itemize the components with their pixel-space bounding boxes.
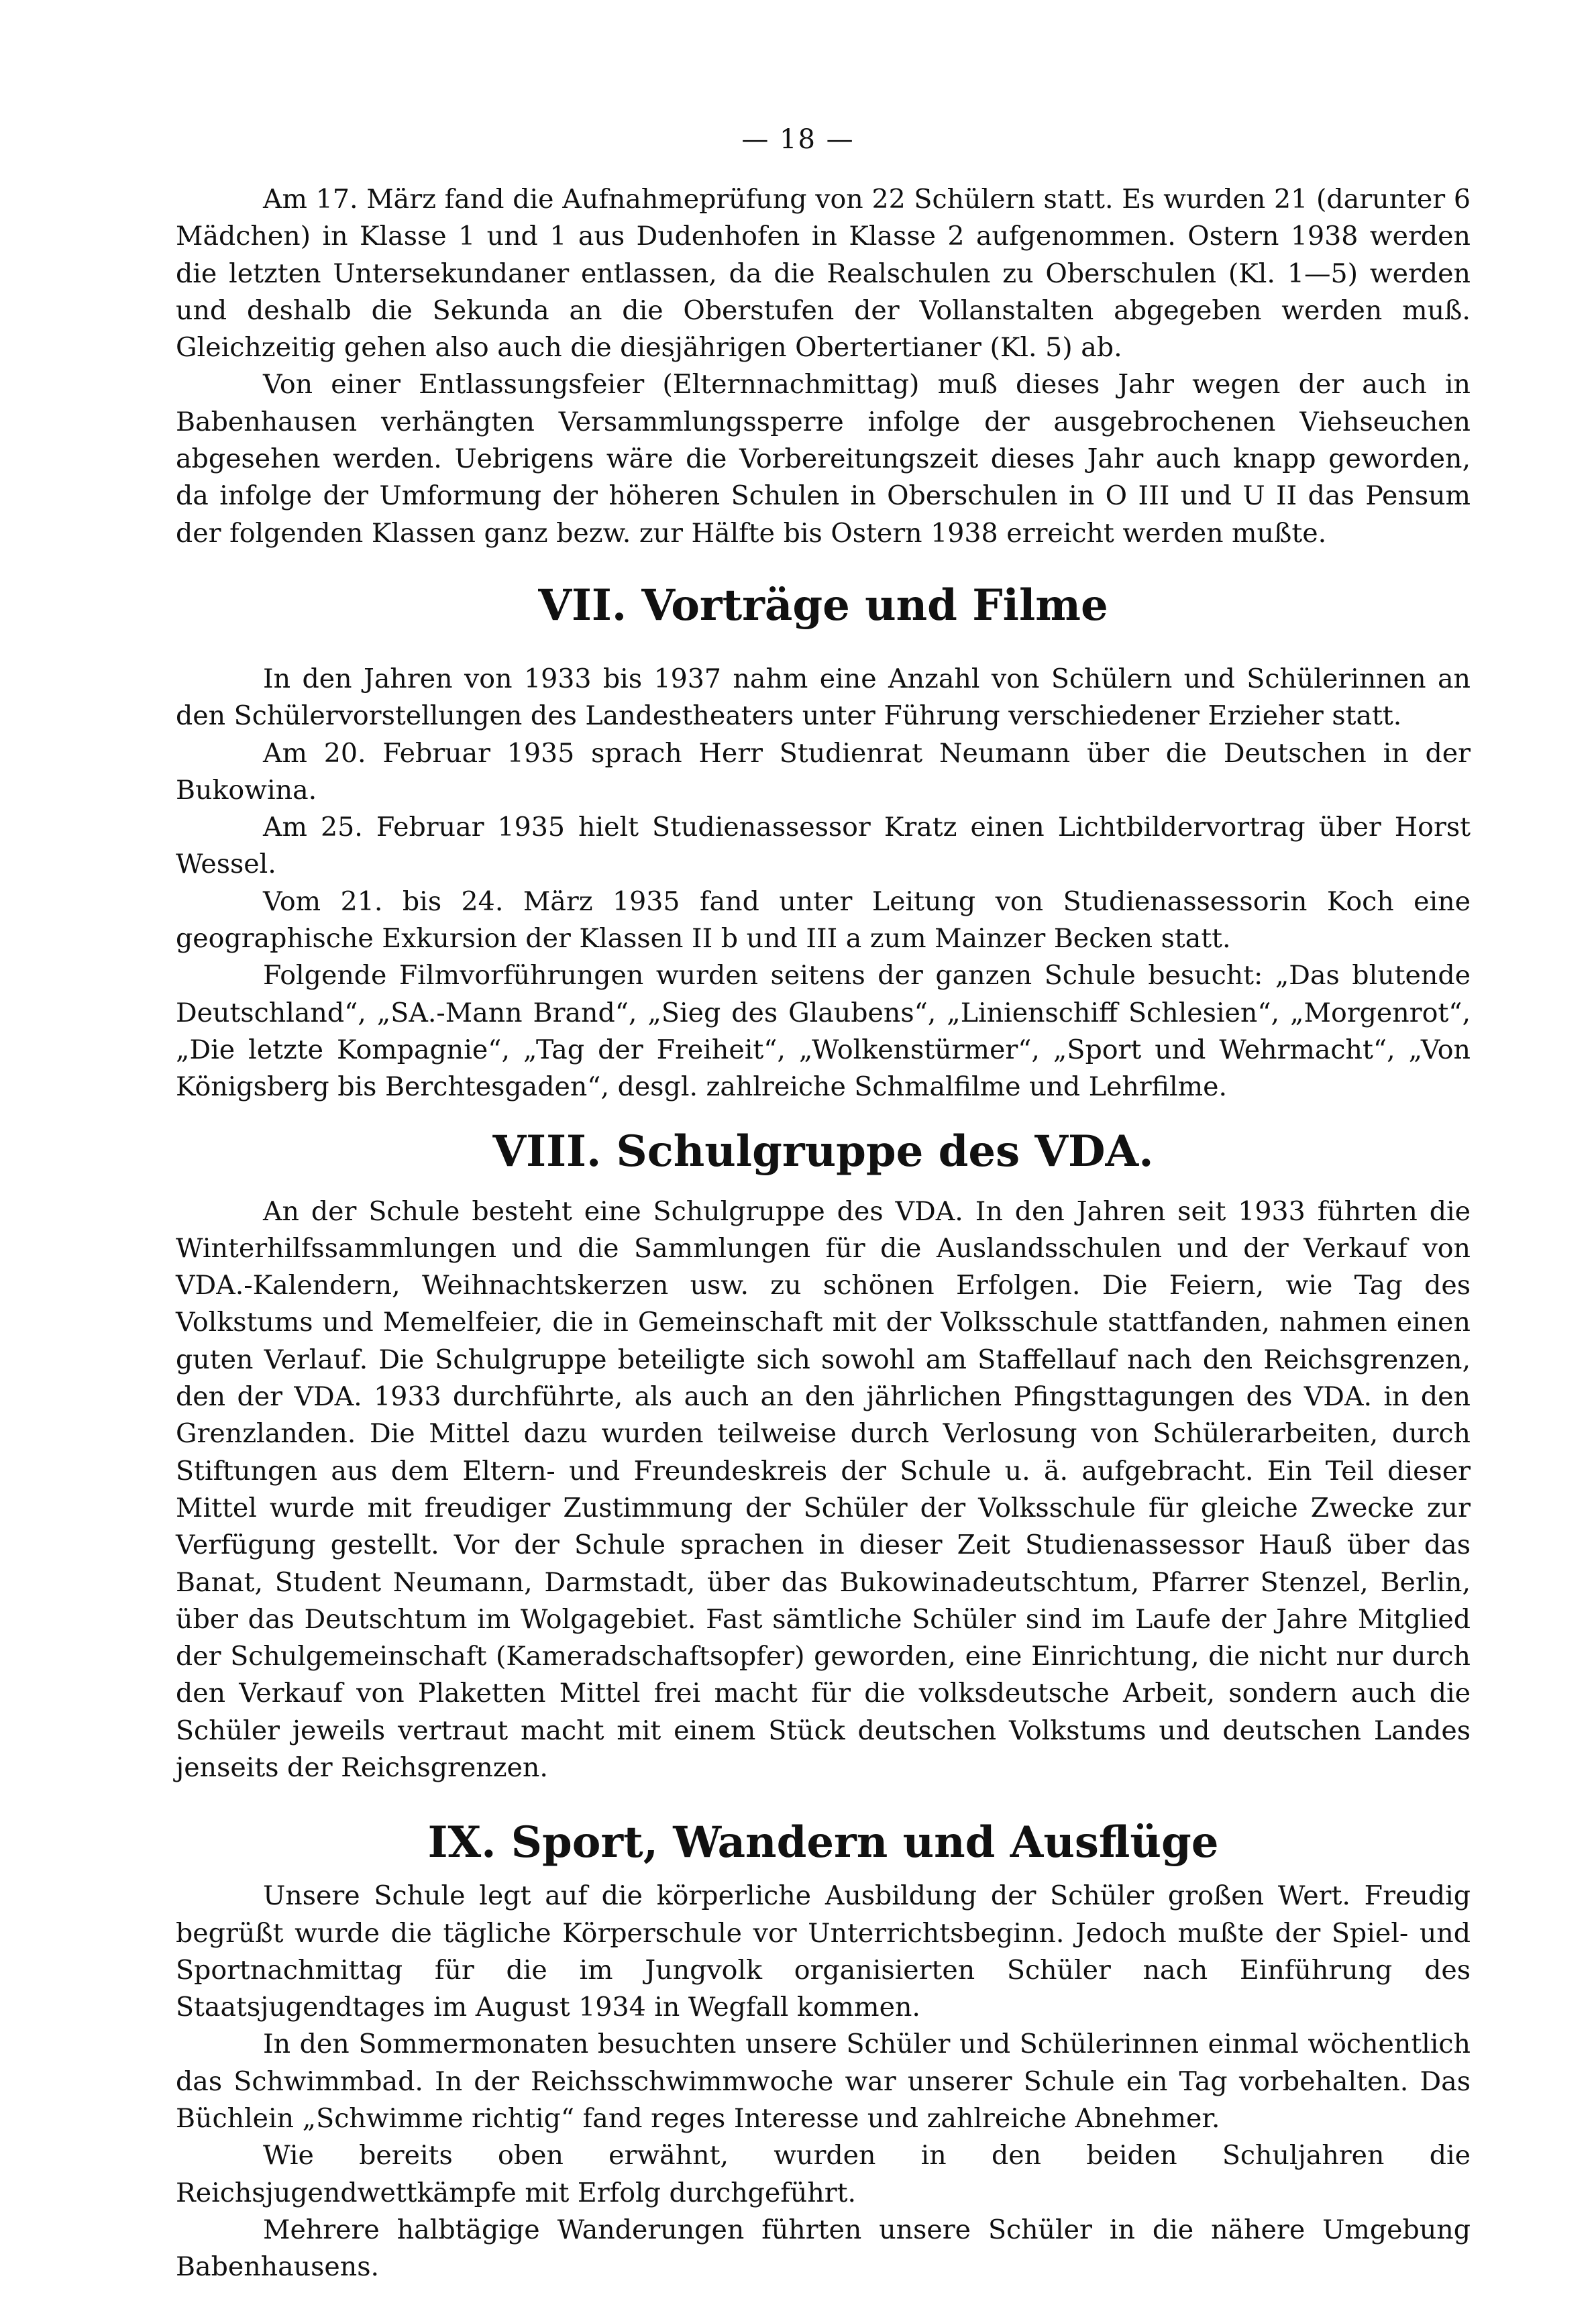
section-ix-paragraph-3: Wie bereits oben erwähnt, wurden in den beiden Schuljahren die Reichsjugendwettkämpfe mit Erfolg durchgeführt. [176, 2140, 1471, 2208]
section-viii-paragraph-1: An der Schule besteht eine Schulgruppe des VDA. In den Jahren seit 1933 führten die Winterhilfssammlungen und die Sammlungen für die Auslandsschulen und der Verkauf von VDA.-Kalendern, Weihnachtskerzen usw. zu schönen Erfolgen. Die Feiern, wie Tag des Volkstums und Memelfeier, die in Gemeinschaft mit der Volksschule stattfanden, nahmen einen guten Verlauf. Die Schulgruppe beteiligte sich sowohl am Staffellauf nach den Reichsgrenzen, den der VDA. 1933 durchführte, als auch an den jährlichen Pfingsttagungen des VDA. in den Grenzlanden. Die Mittel dazu wurden teilweise durch Verlosung von Schülerarbeiten, durch Stiftungen aus dem Eltern- und Freundeskreis der Schule u. ä. aufgebracht. Ein Teil dieser Mittel wurde mit freudiger Zustimmung der Schüler der Volksschule für gleiche Zwecke zur Verfügung gestellt. Vor der Schule sprachen in dieser Zeit Studienassessor Hauß über das Banat, Student Neumann, Darmstadt, über das Bukowinadeutschtum, Pfarrer Stenzel, Berlin, über das Deutschtum im Wolgagebiet. Fast sämtliche Schüler sind im Laufe der Jahre Mitglied der Schulgemeinschaft (Kameradschaftsopfer) geworden, eine Einrichtung, die nicht nur durch den Verkauf von Plaketten Mittel frei macht für die volksdeutsche Arbeit, sondern auch die Schüler jeweils vertraut macht mit einem Stück deutschen Volkstums und deutschen Landes jenseits der Reichsgrenzen. [176, 1195, 1471, 1783]
section-vii-heading: VII. Vorträge und Filme [538, 580, 1108, 631]
section-ix-paragraph-4: Mehrere halbtägige Wanderungen führten unsere Schüler in die nähere Umgebung Babenhausens. [176, 2214, 1471, 2283]
section-vii-paragraph-2: Am 20. Februar 1935 sprach Herr Studienrat Neumann über die Deutschen in der Bukowina. [176, 737, 1471, 806]
section-vii-paragraph-1: In den Jahren von 1933 bis 1937 nahm eine Anzahl von Schülern und Schülerinnen an den Schülervorstellungen des Landestheaters unter Führung verschiedener Erzieher statt. [176, 663, 1471, 732]
section-ix-paragraph-1: Unsere Schule legt auf die körperliche Ausbildung der Schüler großen Wert. Freudig begrüßt wurde die tägliche Körperschule vor Unterrichtsbeginn. Jedoch mußte der Spiel- und Sportnachmittag für die im Jungvolk organisierten Schüler nach Einführung des Staatsjugendtages im August 1934 in Wegfall kommen. [176, 1880, 1471, 2023]
section-ix-heading: IX. Sport, Wandern und Ausflüge [427, 1817, 1219, 1868]
section-vii-paragraph-3: Am 25. Februar 1935 hielt Studienassessor Kratz einen Lichtbildervortrag über Horst Wessel. [176, 812, 1471, 880]
intro-paragraph-1: Am 17. März fand die Aufnahmeprüfung von 22 Schülern statt. Es wurden 21 (darunter 6 Mädchen) in Klasse 1 und 1 aus Dudenhofen in Klasse 2 aufgenommen. Ostern 1938 werden die letzten Untersekundaner entlassen, da die Realschulen zu Oberschulen (Kl. 1—5) werden und deshalb die Sekunda an die Oberstufen der Vollanstalten abgegeben werden muß. Gleichzeitig gehen also auch die diesjährigen Obertertianer (Kl. 5) ab. [176, 184, 1471, 364]
section-viii-heading: VIII. Schulgruppe des VDA. [492, 1126, 1154, 1177]
section-ix-paragraph-2: In den Sommermonaten besuchten unsere Schüler und Schülerinnen einmal wöchentlich das Schwimmbad. In der Reichsschwimmwoche war unserer Schule ein Tag vorbehalten. Das Büchlein „Schwimme richtig“ fand reges Interesse und zahlreiche Abnehmer. [176, 2029, 1471, 2135]
section-vii-paragraph-4: Vom 21. bis 24. März 1935 fand unter Leitung von Studienassessorin Koch eine geographische Exkursion der Klassen II b und III a zum Mainzer Becken statt. [176, 885, 1471, 955]
section-vii-paragraph-5: Folgende Filmvorführungen wurden seitens der ganzen Schule besucht: „Das blutende Deutschland“, „SA.-Mann Brand“, „Sieg des Glaubens“, „Linienschiff Schlesien“, „Morgenrot“, „Die letzte Kompagnie“, „Tag der Freiheit“, „Wolkenstürmer“, „Sport und Wehrmacht“, „Von Königsberg bis Berchtesgaden“, desgl. zahlreiche Schmalfilme und Lehrfilme. [176, 960, 1471, 1103]
page-number: — 18 — [741, 124, 855, 155]
intro-paragraph-2: Von einer Entlassungsfeier (Elternnachmittag) muß dieses Jahr wegen der auch in Babenhausen verhängten Versammlungssperre infolge der ausgebrochenen Viehseuchen abgesehen werden. Uebrigens wäre die Vorbereitungszeit dieses Jahr auch knapp geworden, da infolge der Umformung der höheren Schulen in Oberschulen in O III und U II das Pensum der folgenden Klassen ganz bezw. zur Hälfte bis Ostern 1938 erreicht werden mußte. [176, 369, 1471, 549]
document-body [176, 181, 1471, 2286]
